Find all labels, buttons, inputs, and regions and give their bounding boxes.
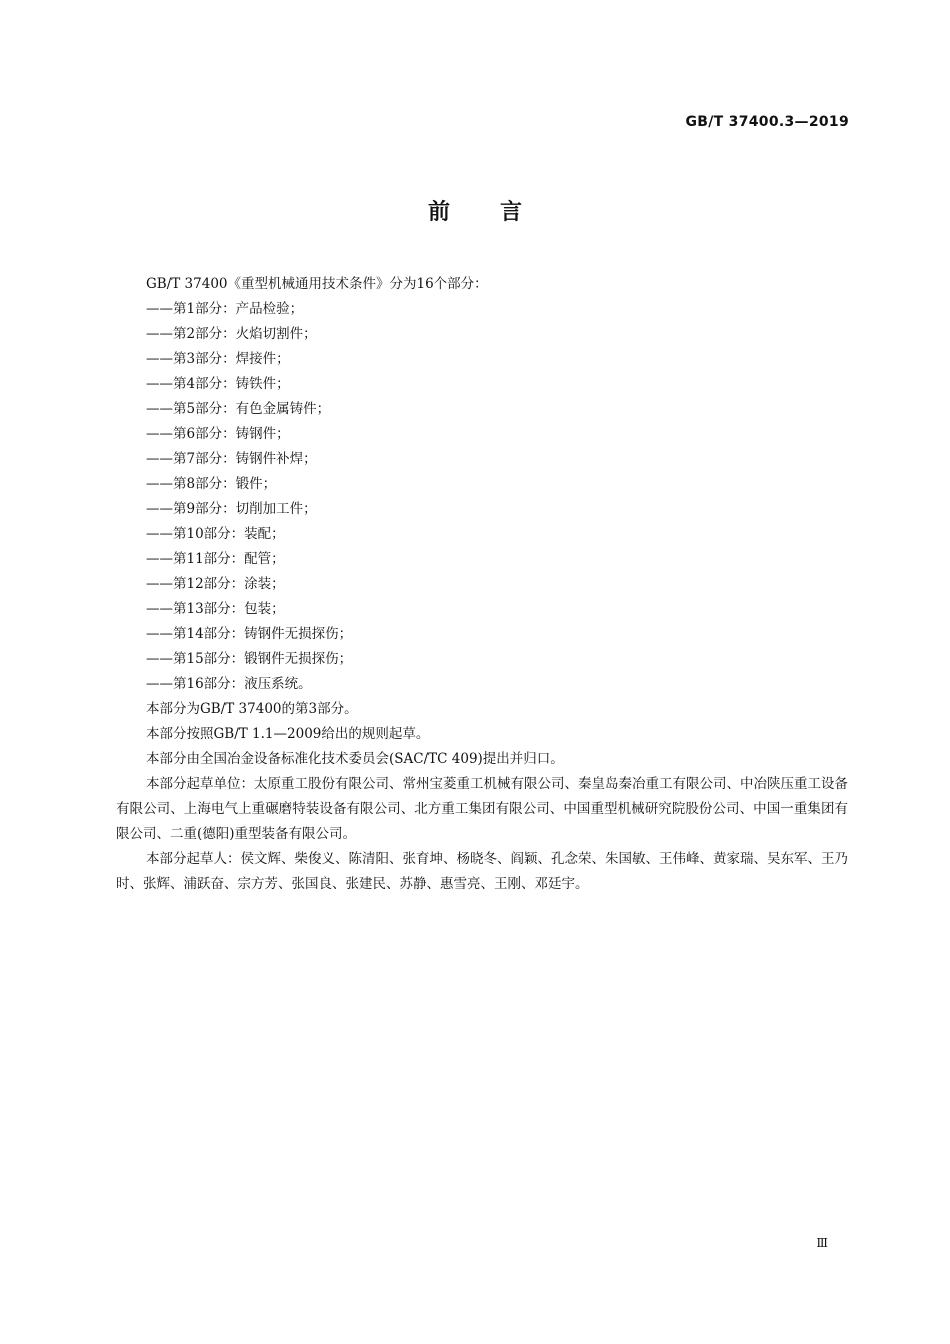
- list-item: ——第12部分：涂装；: [146, 576, 285, 592]
- list-item: ——第13部分：包装；: [146, 601, 285, 617]
- drafters-paragraph: 本部分起草人：侯文辉、柴俊义、陈清阳、张育坤、杨晓冬、阎颖、孔念荣、朱国敏、王伟峰、黄家瑞、吴东军、王乃时、张辉、浦跃奋、宗方芳、张国良、张建民、苏静、惠雪亮、王刚、邓廷宇。: [116, 851, 848, 892]
- list-item: ——第1部分：产品检验；: [146, 301, 304, 317]
- statement-committee: 本部分由全国冶金设备标准化技术委员会(SAC/TC 409)提出并归口。: [146, 751, 564, 767]
- list-item: ——第3部分：焊接件；: [146, 351, 290, 367]
- page-number: Ⅲ: [816, 1236, 828, 1250]
- list-item: ——第11部分：配管；: [146, 551, 285, 567]
- parts-list: [116, 297, 848, 697]
- list-item: ——第10部分：装配；: [146, 526, 285, 542]
- standard-code: GB/T 37400.3—2019: [685, 114, 849, 130]
- list-item: ——第5部分：有色金属铸件；: [146, 401, 331, 417]
- list-item: ——第14部分：铸钢件无损探伤；: [146, 626, 353, 642]
- list-item: ——第6部分：铸钢件；: [146, 426, 290, 442]
- list-item: ——第7部分：铸钢件补焊；: [146, 451, 317, 467]
- drafting-units-paragraph: 本部分起草单位：太原重工股份有限公司、常州宝菱重工机械有限公司、秦皇岛秦冶重工有限公司、中冶陕压重工设备有限公司、上海电气上重碾磨特装设备有限公司、北方重工集团有限公司、中国重型机械研究院股份公司、中国一重集团有限公司、二重(德阳)重型装备有限公司。: [116, 776, 848, 842]
- list-item: ——第4部分：铸铁件；: [146, 376, 290, 392]
- statement-drafting-rules: 本部分按照GB/T 1.1—2009给出的规则起草。: [146, 726, 430, 742]
- document-body: [116, 272, 848, 897]
- list-item: ——第8部分：锻件；: [146, 476, 277, 492]
- list-item: ——第2部分：火焰切割件；: [146, 326, 317, 342]
- list-item: ——第9部分：切削加工件；: [146, 501, 317, 517]
- intro-line: GB/T 37400《重型机械通用技术条件》分为16个部分：: [146, 276, 488, 292]
- page-title: 前言: [427, 200, 572, 225]
- statement-part-number: 本部分为GB/T 37400的第3部分。: [146, 701, 358, 717]
- list-item: ——第16部分：液压系统。: [146, 676, 312, 692]
- list-item: ——第15部分：锻钢件无损探伤；: [146, 651, 353, 667]
